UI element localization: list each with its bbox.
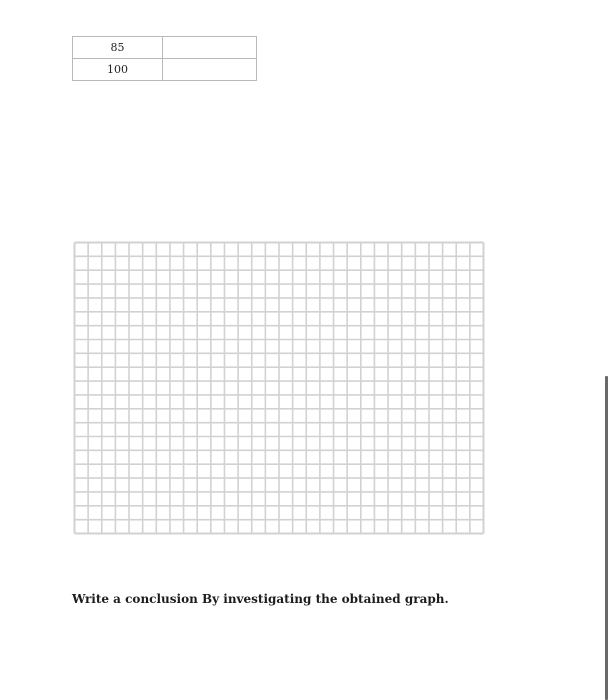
vertical-scrollbar[interactable] (605, 376, 608, 700)
table-row (73, 59, 257, 81)
table-cell-value: 85 (73, 37, 163, 59)
table-cell-empty[interactable] (163, 59, 257, 81)
graph-paper (73, 241, 485, 535)
graph-paper-grid (73, 241, 485, 535)
conclusion-prompt: Write a conclusion By investigating the obtained graph. (72, 592, 449, 606)
data-table (72, 36, 257, 81)
table-cell-empty[interactable] (163, 37, 257, 59)
table-cell-value: 100 (73, 59, 163, 81)
table-row (73, 37, 257, 59)
